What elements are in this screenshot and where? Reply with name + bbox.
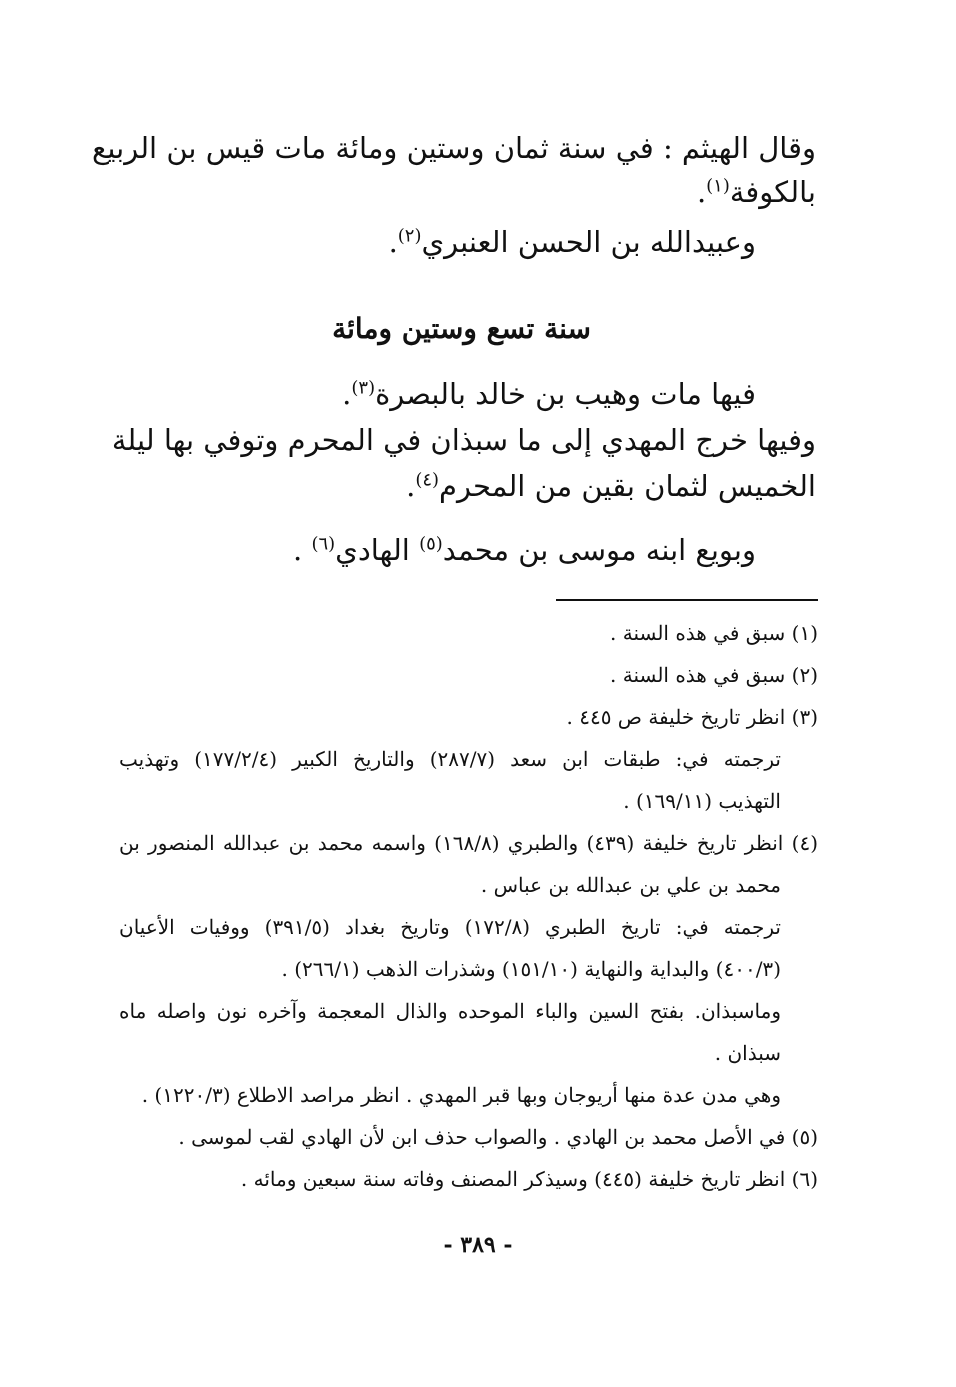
footnote-ref: (٤) <box>415 469 440 491</box>
period: . <box>388 225 398 259</box>
footnote-ref: (٦) <box>311 533 336 555</box>
body-line-1: وقال الهيثم : في سنة ثمان وستين ومائة مات قيس بن الربيع <box>91 131 816 165</box>
section-heading: سنة تسع وستين ومائة <box>332 312 591 345</box>
footnote-3-line-3: التهذيب (١٦٩/١١) . <box>623 789 781 813</box>
footnote-4-line-3: ترجمته في: تاريخ الطبري (١٧٢/٨) وتاريخ بغداد (٣٩١/٥) ووفيات الأعيان <box>119 915 781 939</box>
footnote-4-line-6: سبذان . <box>714 1041 781 1065</box>
body-text: فيها مات وهيب بن خالد بالبصرة <box>375 377 756 411</box>
footnote-ref: (١) <box>706 175 730 197</box>
footnote-5: (٥) في الأصل محمد بن الهادي . والصواب حذف ابن لأن الهادي لقب لموسى . <box>178 1125 818 1149</box>
period: . <box>406 469 416 503</box>
period: . <box>342 377 352 411</box>
footnote-separator <box>556 599 818 601</box>
body-text: بالكوفة <box>729 175 816 209</box>
body-line-3 <box>389 222 756 262</box>
body-line-5: وفيها خرج المهدي إلى ما سبذان في المحرم وتوفي بها ليلة <box>111 423 816 457</box>
body-text: وعبيدالله بن الحسن العنبري <box>421 225 756 259</box>
footnote-3: (٣) انظر تاريخ خليفة ص ٤٤٥ . <box>566 705 818 729</box>
footnote-1: (١) سبق في هذه السنة . <box>610 621 818 645</box>
footnote-4-line-1: (٤) انظر تاريخ خليفة (٤٣٩) والطبري (١٦٨/٨) واسمه محمد بن عبدالله المنصور بن <box>119 831 818 855</box>
footnote-ref: (٢) <box>397 225 422 247</box>
body-line-7 <box>293 530 756 570</box>
footnote-4-line-4: (٤٠٠/٣) والبداية والنهاية (١٥١/١٠) وشذرات الذهب (٢٦٦/١) . <box>281 957 781 981</box>
body-line-4 <box>342 374 756 414</box>
footnote-ref: (٣) <box>351 377 376 399</box>
body-text: الهادي <box>335 533 420 567</box>
footnote-3-line-2: ترجمته في: طبقات ابن سعد (٢٨٧/٧) والتاريخ الكبير (١٧٧/٢/٤) وتهذيب <box>119 747 781 771</box>
footnote-4-line-2: محمد بن علي بن عبدالله بن عباس . <box>480 873 781 897</box>
period: . <box>696 175 707 209</box>
body-line-2 <box>697 172 816 212</box>
footnote-2: (٢) سبق في هذه السنة . <box>610 663 818 687</box>
footnote-4-line-7: وهي مدن عدة منها أريوجان وبها قبر المهدي . انظر مراصد الاطلاع (١٢٢٠/٣) . <box>141 1083 781 1107</box>
footnote-4-line-5: وماسبذان. بفتح السين والباء الموحده والذال المعجمة وآخره نون واصله ماه <box>119 999 781 1023</box>
body-text: الخميس لثمان بقين من المحرم <box>439 469 816 503</box>
footnote-6: (٦) انظر تاريخ خليفة (٤٤٥) وسيذكر المصنف وفاته سنة سبعين ومائه . <box>240 1167 818 1191</box>
body-line-6 <box>406 466 816 506</box>
body-text: وبويع ابنه موسى بن محمد <box>442 533 756 567</box>
period: . <box>293 533 312 567</box>
page-number: - ٣٨٩ - <box>443 1232 513 1258</box>
footnote-ref: (٥) <box>419 533 443 555</box>
